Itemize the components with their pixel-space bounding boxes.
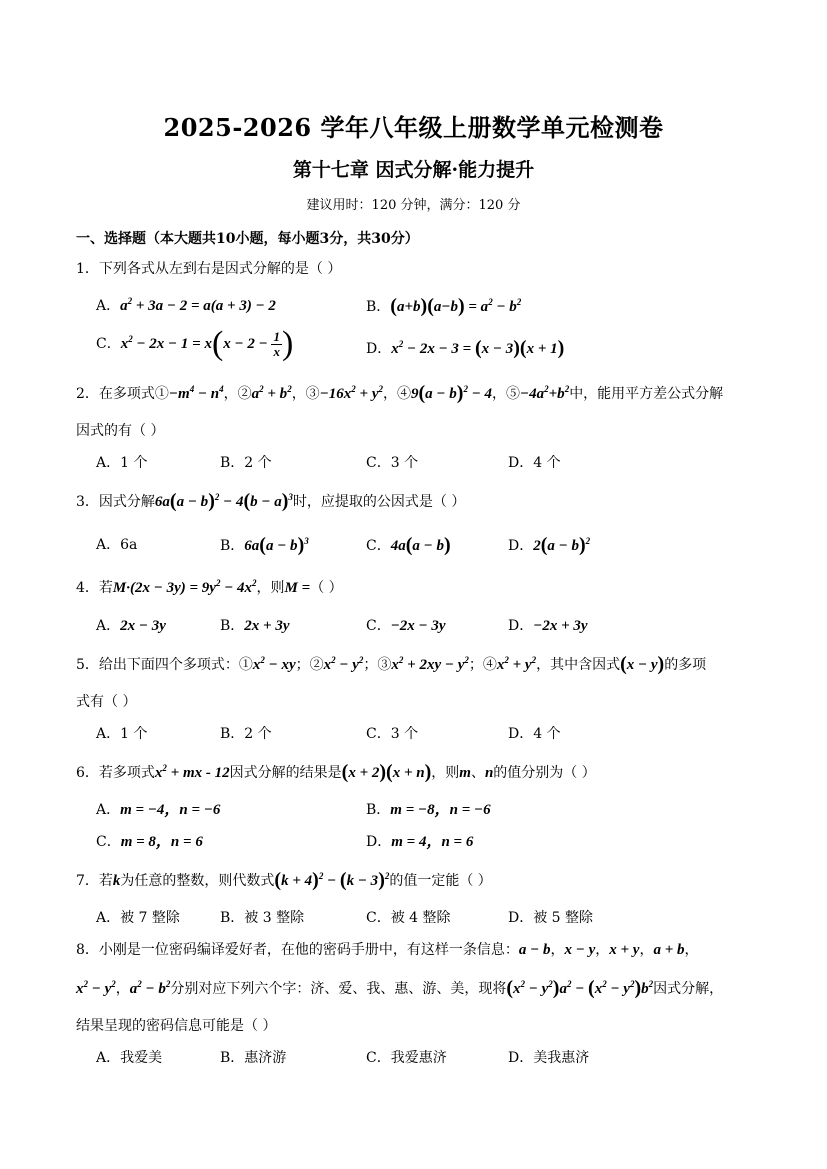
q3-option-d: D．$2(a - b)^2$ <box>508 534 591 556</box>
q1-option-b: B．$(a+b)(a-b) = a^2 - b^2$ <box>366 295 522 317</box>
q7-text-b: 为任意的整数，则代数式 <box>120 873 275 889</box>
q8-text-c: 因式分解， <box>653 981 724 997</box>
option-label: C． <box>96 335 121 352</box>
q6-option-c: C．m = 8，n = 6 <box>96 834 203 850</box>
option-label: D． <box>508 538 534 554</box>
question-8-stem-line2: $x^2 - y^2$，$a^2 - b^2$分别对应下列六个字：济、爱、我、惠、游、美，现将$(x^2 - y^2)a^2 - (x^2 - y^2)b^2$因式分解， <box>76 977 724 999</box>
q6-text-b: 因式分解的结果是 <box>229 765 342 781</box>
q3-option-a: A．6a <box>96 537 138 553</box>
q5-option-a: A．1 个 <box>96 726 148 742</box>
q4-option-a: A．2x − 3y <box>96 618 166 634</box>
question-1-stem: 1．下列各式从左到右是因式分解的是（ ） <box>76 261 342 277</box>
option-label: B． <box>366 299 391 315</box>
q1-option-d: D．$x^2 - 2x - 3 = (x - 3)(x + 1)$ <box>366 337 565 359</box>
option-label: C． <box>96 834 121 850</box>
question-2-stem-cont: 因式的有（ ） <box>76 423 165 439</box>
q2-option-d: D．4 个 <box>508 455 561 471</box>
q8-option-a: A．我爱美 <box>96 1050 163 1066</box>
q7-option-a: A．被 7 整除 <box>96 910 180 926</box>
q4-text-b: ，则 <box>256 580 285 596</box>
question-6-stem: 6．若多项式$x^2$ + mx - 12因式分解的结果是(x + 2)(x + n)，则m、n的值分别为（ ） <box>76 761 596 783</box>
page-title: 2025-2026 学年八年级上册数学单元检测卷 <box>163 113 664 142</box>
q6-text-d: 的值分别为（ ） <box>493 765 596 781</box>
q7-text-c: 的值一定能（ ） <box>389 873 492 889</box>
q1-option-a: A．$a^2 + 3a - 2 = a(a + 3) - 2$ <box>96 296 276 314</box>
q8-option-b: B．惠济游 <box>220 1050 287 1066</box>
q2-option-c: C．3 个 <box>366 455 419 471</box>
q6-option-b: B．m = −8，n = −6 <box>366 802 491 818</box>
option-label: D． <box>508 618 534 634</box>
q7-text-a: 7．若 <box>76 873 113 889</box>
q5-text-b: ，其中含因式 <box>536 657 621 673</box>
option-label: A． <box>96 618 121 634</box>
option-label: A． <box>96 298 121 314</box>
q5-option-d: D．4 个 <box>508 726 561 742</box>
option-label: D． <box>366 341 392 357</box>
q4-text-a: 4．若 <box>76 580 113 596</box>
option-label: C． <box>366 538 391 554</box>
q5-option-b: B．2 个 <box>220 726 272 742</box>
q1-option-c: C．$x^2 - 2x - 1 = x(x - 2$ − $\frac{1}{x}$ ) <box>96 324 294 362</box>
option-label: B． <box>220 618 245 634</box>
q4-option-b: B．2x + 3y <box>220 618 290 634</box>
q4-text-c: （ ） <box>310 580 343 596</box>
q8-text-a: 8．小刚是一位密码编译爱好者，在他的密码手册中，有这样一条信息： <box>76 942 519 958</box>
q2-option-b: B．2 个 <box>220 455 272 471</box>
question-4-stem: 4．若$M\cdot(2x - 3y) = 9y^2 - 4x^2$，则M =（ ） <box>76 578 343 596</box>
section-heading: 一、选择题（本大题共10小题，每小题3分，共30分） <box>76 231 419 247</box>
question-5-stem-cont: 式有（ ） <box>76 694 137 710</box>
question-8-stem-line3: 结果呈现的密码信息可能是（ ） <box>76 1018 277 1034</box>
q6-option-a: A．m = −4，n = −6 <box>96 802 221 818</box>
q3-text-a: 3．因式分解 <box>76 494 155 510</box>
question-8-stem: 8．小刚是一位密码编译爱好者，在他的密码手册中，有这样一条信息：a − b，x − y，x + y，a + b， <box>76 942 699 958</box>
option-label: B． <box>366 802 391 818</box>
q4-option-c: C．−2x − 3y <box>366 618 446 634</box>
q7-option-b: B．被 3 整除 <box>220 910 305 926</box>
q3-option-b: B．$6a(a - b)^3$ <box>220 534 309 556</box>
q6-text-c: ，则 <box>431 765 460 781</box>
q8-option-c: C．我爱惠济 <box>366 1050 447 1066</box>
q3-option-c: C．4a(a − b) <box>366 534 451 556</box>
q5-text-c: 的多项 <box>664 657 707 673</box>
q6-text-a: 6．若多项式 <box>76 765 155 781</box>
question-3-stem: 3．因式分解$6a(a - b)^2 - 4(b - a)^3$时，应提取的公因式是（ ） <box>76 490 466 512</box>
question-2-stem: 2．在多项式$①-m^4 - n^4$，$②a^2 + b^2$，$③-16x^2 + y^2$，④9(a − b)$^2$ − 4，$⑤-4a^2+b^2$中，能用平方差公式分解 <box>76 382 724 404</box>
q5-option-c: C．3 个 <box>366 726 419 742</box>
q8-option-d: D．美我惠济 <box>508 1050 590 1066</box>
q2-text-b: 中，能用平方差公式分解 <box>569 386 724 402</box>
option-label: A． <box>96 802 121 818</box>
q7-option-c: C．被 4 整除 <box>366 910 451 926</box>
q5-text-a: 5．给出下面四个多项式： <box>76 657 239 673</box>
option-label: B． <box>220 538 245 554</box>
option-label: D． <box>366 834 392 850</box>
q7-option-d: D．被 5 整除 <box>508 910 594 926</box>
q2-text-a: 2．在多项式 <box>76 386 155 402</box>
option-label: C． <box>366 618 391 634</box>
chapter-subtitle: 第十七章 因式分解·能力提升 <box>292 159 535 181</box>
q6-option-d: D．m = 4，n = 6 <box>366 834 474 850</box>
question-7-stem: 7．若k为任意的整数，则代数式$(k + 4)^2 - (k - 3)^2$的值一定能（ ） <box>76 869 492 891</box>
question-5-stem: 5．给出下面四个多项式：$①x^2$ − xy；$②x^2 - y^2$；$③x^2 + 2xy - y^2$；$④x^2 + y^2$，其中含因式(x − y)的多项 <box>76 653 707 675</box>
q2-option-a: A．1 个 <box>96 455 148 471</box>
time-score-note: 建议用时：120 分钟，满分：120 分 <box>306 198 521 213</box>
q8-text-b: 分别对应下列六个字：济、爱、我、惠、游、美，现将 <box>170 981 507 997</box>
q4-option-d: D．−2x + 3y <box>508 618 588 634</box>
q3-text-b: 时，应提取的公因式是（ ） <box>292 494 466 510</box>
